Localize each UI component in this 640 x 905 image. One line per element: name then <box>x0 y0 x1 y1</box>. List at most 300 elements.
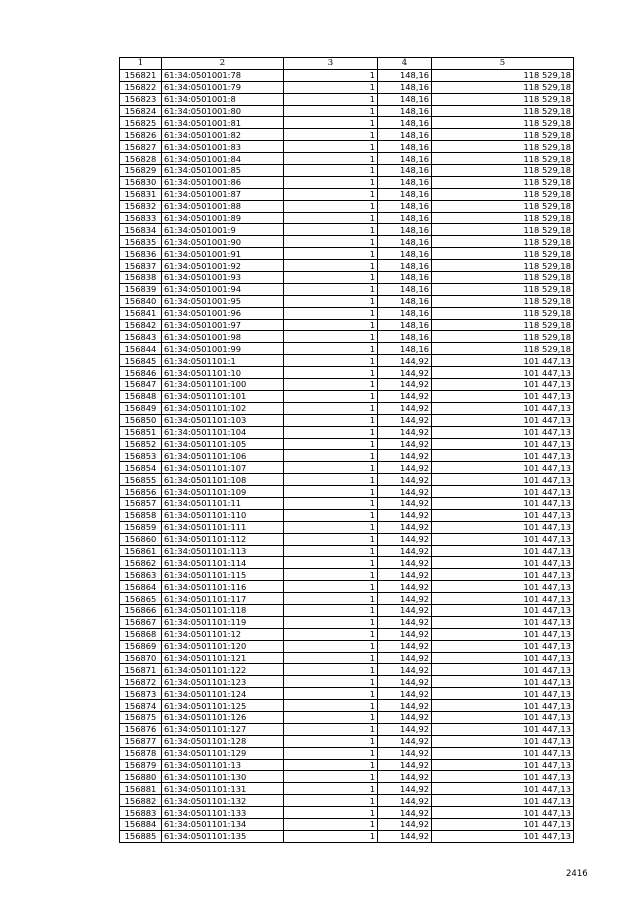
row-number-cell: 156866 <box>120 604 162 616</box>
area-cell: 144,92 <box>378 533 432 545</box>
row-number-cell: 156867 <box>120 616 162 628</box>
value-cell: 101 447,13 <box>432 390 574 402</box>
value-cell: 118 529,18 <box>432 81 574 93</box>
count-cell: 1 <box>284 747 378 759</box>
row-number-cell: 156852 <box>120 438 162 450</box>
value-cell: 101 447,13 <box>432 474 574 486</box>
table-row <box>120 93 574 105</box>
area-cell: 144,92 <box>378 462 432 474</box>
count-cell: 1 <box>284 759 378 771</box>
value-cell: 101 447,13 <box>432 581 574 593</box>
cadastral-number-cell: 61:34:0501101:12 <box>162 628 284 640</box>
row-number-cell: 156823 <box>120 93 162 105</box>
value-cell: 118 529,18 <box>432 331 574 343</box>
cadastral-number-cell: 61:34:0501001:81 <box>162 117 284 129</box>
row-number-cell: 156848 <box>120 390 162 402</box>
value-cell: 101 447,13 <box>432 367 574 379</box>
table-row <box>120 604 574 616</box>
count-cell: 1 <box>284 569 378 581</box>
value-cell: 118 529,18 <box>432 272 574 284</box>
count-cell: 1 <box>284 616 378 628</box>
cadastral-number-cell: 61:34:0501101:115 <box>162 569 284 581</box>
area-cell: 148,16 <box>378 188 432 200</box>
count-cell: 1 <box>284 676 378 688</box>
cadastral-number-cell: 61:34:0501101:133 <box>162 807 284 819</box>
table-row <box>120 807 574 819</box>
row-number-cell: 156871 <box>120 664 162 676</box>
value-cell: 101 447,13 <box>432 426 574 438</box>
row-number-cell: 156847 <box>120 379 162 391</box>
row-number-cell: 156865 <box>120 593 162 605</box>
area-cell: 144,92 <box>378 545 432 557</box>
row-number-cell: 156829 <box>120 165 162 177</box>
table-row <box>120 200 574 212</box>
value-cell: 118 529,18 <box>432 69 574 81</box>
value-cell: 101 447,13 <box>432 497 574 509</box>
cadastral-number-cell: 61:34:0501001:8 <box>162 93 284 105</box>
value-cell: 101 447,13 <box>432 486 574 498</box>
area-cell: 148,16 <box>378 176 432 188</box>
area-cell: 144,92 <box>378 711 432 723</box>
area-cell: 144,92 <box>378 569 432 581</box>
cadastral-number-cell: 61:34:0501001:88 <box>162 200 284 212</box>
table-row <box>120 153 574 165</box>
cadastral-number-cell: 61:34:0501001:94 <box>162 283 284 295</box>
row-number-cell: 156831 <box>120 188 162 200</box>
table-row <box>120 295 574 307</box>
area-cell: 144,92 <box>378 604 432 616</box>
table-row <box>120 236 574 248</box>
cadastral-number-cell: 61:34:0501001:78 <box>162 69 284 81</box>
area-cell: 144,92 <box>378 628 432 640</box>
area-cell: 148,16 <box>378 129 432 141</box>
row-number-cell: 156832 <box>120 200 162 212</box>
count-cell: 1 <box>284 105 378 117</box>
table-row <box>120 224 574 236</box>
area-cell: 144,92 <box>378 450 432 462</box>
count-cell: 1 <box>284 129 378 141</box>
count-cell: 1 <box>284 628 378 640</box>
value-cell: 118 529,18 <box>432 295 574 307</box>
area-cell: 144,92 <box>378 747 432 759</box>
area-cell: 148,16 <box>378 165 432 177</box>
table-row <box>120 379 574 391</box>
cadastral-number-cell: 61:34:0501001:92 <box>162 260 284 272</box>
area-cell: 148,16 <box>378 260 432 272</box>
value-cell: 101 447,13 <box>432 640 574 652</box>
row-number-cell: 156824 <box>120 105 162 117</box>
table-row <box>120 414 574 426</box>
row-number-cell: 156873 <box>120 688 162 700</box>
row-number-cell: 156860 <box>120 533 162 545</box>
area-cell: 144,92 <box>378 593 432 605</box>
value-cell: 101 447,13 <box>432 711 574 723</box>
area-cell: 148,16 <box>378 248 432 260</box>
row-number-cell: 156830 <box>120 176 162 188</box>
area-cell: 148,16 <box>378 224 432 236</box>
cadastral-number-cell: 61:34:0501001:84 <box>162 153 284 165</box>
row-number-cell: 156880 <box>120 771 162 783</box>
row-number-cell: 156868 <box>120 628 162 640</box>
row-number-cell: 156822 <box>120 81 162 93</box>
row-number-cell: 156843 <box>120 331 162 343</box>
count-cell: 1 <box>284 521 378 533</box>
cadastral-number-cell: 61:34:0501101:124 <box>162 688 284 700</box>
count-cell: 1 <box>284 319 378 331</box>
row-number-cell: 156879 <box>120 759 162 771</box>
header-cell-3: 3 <box>284 58 378 70</box>
count-cell: 1 <box>284 426 378 438</box>
area-cell: 144,92 <box>378 652 432 664</box>
area-cell: 148,16 <box>378 295 432 307</box>
count-cell: 1 <box>284 819 378 831</box>
value-cell: 118 529,18 <box>432 105 574 117</box>
table-row <box>120 509 574 521</box>
cadastral-number-cell: 61:34:0501101:112 <box>162 533 284 545</box>
value-cell: 101 447,13 <box>432 783 574 795</box>
count-cell: 1 <box>284 69 378 81</box>
cadastral-number-cell: 61:34:0501101:119 <box>162 616 284 628</box>
cadastral-number-cell: 61:34:0501101:120 <box>162 640 284 652</box>
row-number-cell: 156849 <box>120 402 162 414</box>
table-row <box>120 581 574 593</box>
value-cell: 118 529,18 <box>432 165 574 177</box>
row-number-cell: 156874 <box>120 700 162 712</box>
count-cell: 1 <box>284 652 378 664</box>
count-cell: 1 <box>284 236 378 248</box>
count-cell: 1 <box>284 283 378 295</box>
count-cell: 1 <box>284 700 378 712</box>
cadastral-number-cell: 61:34:0501101:123 <box>162 676 284 688</box>
count-cell: 1 <box>284 260 378 272</box>
header-cell-1: 1 <box>120 58 162 70</box>
count-cell: 1 <box>284 248 378 260</box>
count-cell: 1 <box>284 93 378 105</box>
row-number-cell: 156842 <box>120 319 162 331</box>
cadastral-number-cell: 61:34:0501101:135 <box>162 830 284 842</box>
area-cell: 144,92 <box>378 581 432 593</box>
table-row <box>120 105 574 117</box>
header-cell-2: 2 <box>162 58 284 70</box>
table-row <box>120 355 574 367</box>
value-cell: 118 529,18 <box>432 319 574 331</box>
cadastral-number-cell: 61:34:0501001:96 <box>162 307 284 319</box>
table-row <box>120 81 574 93</box>
count-cell: 1 <box>284 176 378 188</box>
value-cell: 101 447,13 <box>432 830 574 842</box>
table-row <box>120 545 574 557</box>
area-cell: 144,92 <box>378 426 432 438</box>
value-cell: 101 447,13 <box>432 652 574 664</box>
value-cell: 101 447,13 <box>432 676 574 688</box>
area-cell: 144,92 <box>378 367 432 379</box>
value-cell: 118 529,18 <box>432 93 574 105</box>
table-row <box>120 557 574 569</box>
count-cell: 1 <box>284 807 378 819</box>
value-cell: 118 529,18 <box>432 224 574 236</box>
area-cell: 148,16 <box>378 272 432 284</box>
area-cell: 144,92 <box>378 474 432 486</box>
cadastral-number-cell: 61:34:0501101:128 <box>162 735 284 747</box>
row-number-cell: 156872 <box>120 676 162 688</box>
count-cell: 1 <box>284 604 378 616</box>
table-row <box>120 616 574 628</box>
table-row <box>120 676 574 688</box>
header-cell-5: 5 <box>432 58 574 70</box>
value-cell: 101 447,13 <box>432 616 574 628</box>
cadastral-number-cell: 61:34:0501001:79 <box>162 81 284 93</box>
value-cell: 101 447,13 <box>432 355 574 367</box>
value-cell: 101 447,13 <box>432 557 574 569</box>
row-number-cell: 156881 <box>120 783 162 795</box>
area-cell: 144,92 <box>378 355 432 367</box>
count-cell: 1 <box>284 450 378 462</box>
count-cell: 1 <box>284 462 378 474</box>
row-number-cell: 156853 <box>120 450 162 462</box>
row-number-cell: 156861 <box>120 545 162 557</box>
cadastral-number-cell: 61:34:0501101:121 <box>162 652 284 664</box>
row-number-cell: 156850 <box>120 414 162 426</box>
area-cell: 144,92 <box>378 438 432 450</box>
count-cell: 1 <box>284 581 378 593</box>
cadastral-number-cell: 61:34:0501101:101 <box>162 390 284 402</box>
cadastral-number-cell: 61:34:0501101:1 <box>162 355 284 367</box>
cadastral-number-cell: 61:34:0501101:127 <box>162 723 284 735</box>
cadastral-number-cell: 61:34:0501101:125 <box>162 700 284 712</box>
cadastral-number-cell: 61:34:0501101:107 <box>162 462 284 474</box>
table-row <box>120 165 574 177</box>
value-cell: 101 447,13 <box>432 379 574 391</box>
cadastral-number-cell: 61:34:0501001:98 <box>162 331 284 343</box>
count-cell: 1 <box>284 486 378 498</box>
table-row <box>120 783 574 795</box>
area-cell: 148,16 <box>378 105 432 117</box>
count-cell: 1 <box>284 771 378 783</box>
cadastral-number-cell: 61:34:0501101:118 <box>162 604 284 616</box>
table-row <box>120 771 574 783</box>
row-number-cell: 156851 <box>120 426 162 438</box>
row-number-cell: 156883 <box>120 807 162 819</box>
count-cell: 1 <box>284 557 378 569</box>
area-cell: 144,92 <box>378 783 432 795</box>
count-cell: 1 <box>284 212 378 224</box>
cadastral-number-cell: 61:34:0501001:85 <box>162 165 284 177</box>
cadastral-number-cell: 61:34:0501101:134 <box>162 819 284 831</box>
row-number-cell: 156875 <box>120 711 162 723</box>
value-cell: 101 447,13 <box>432 664 574 676</box>
row-number-cell: 156870 <box>120 652 162 664</box>
row-number-cell: 156884 <box>120 819 162 831</box>
area-cell: 144,92 <box>378 616 432 628</box>
table-row <box>120 390 574 402</box>
count-cell: 1 <box>284 497 378 509</box>
data-table <box>119 57 574 843</box>
row-number-cell: 156854 <box>120 462 162 474</box>
row-number-cell: 156838 <box>120 272 162 284</box>
row-number-cell: 156826 <box>120 129 162 141</box>
area-cell: 144,92 <box>378 700 432 712</box>
row-number-cell: 156836 <box>120 248 162 260</box>
value-cell: 101 447,13 <box>432 569 574 581</box>
page-number: 2416 <box>566 869 588 879</box>
cadastral-number-cell: 61:34:0501001:91 <box>162 248 284 260</box>
table-row <box>120 438 574 450</box>
cadastral-number-cell: 61:34:0501001:86 <box>162 176 284 188</box>
count-cell: 1 <box>284 117 378 129</box>
table-row <box>120 176 574 188</box>
cadastral-number-cell: 61:34:0501101:106 <box>162 450 284 462</box>
header-row <box>120 58 574 70</box>
table-row <box>120 426 574 438</box>
cadastral-number-cell: 61:34:0501101:132 <box>162 795 284 807</box>
area-cell: 144,92 <box>378 735 432 747</box>
area-cell: 144,92 <box>378 759 432 771</box>
count-cell: 1 <box>284 509 378 521</box>
table-row <box>120 450 574 462</box>
count-cell: 1 <box>284 664 378 676</box>
table-row <box>120 331 574 343</box>
table-row <box>120 759 574 771</box>
cadastral-number-cell: 61:34:0501001:9 <box>162 224 284 236</box>
area-cell: 144,92 <box>378 688 432 700</box>
area-cell: 144,92 <box>378 819 432 831</box>
table-row <box>120 367 574 379</box>
table-row <box>120 628 574 640</box>
area-cell: 144,92 <box>378 830 432 842</box>
table-body <box>120 58 574 843</box>
table-row <box>120 486 574 498</box>
table-row <box>120 700 574 712</box>
row-number-cell: 156876 <box>120 723 162 735</box>
table-row <box>120 117 574 129</box>
count-cell: 1 <box>284 272 378 284</box>
value-cell: 118 529,18 <box>432 188 574 200</box>
count-cell: 1 <box>284 533 378 545</box>
value-cell: 118 529,18 <box>432 117 574 129</box>
table-row <box>120 272 574 284</box>
table-row <box>120 533 574 545</box>
cadastral-number-cell: 61:34:0501001:97 <box>162 319 284 331</box>
row-number-cell: 156835 <box>120 236 162 248</box>
count-cell: 1 <box>284 307 378 319</box>
area-cell: 148,16 <box>378 236 432 248</box>
count-cell: 1 <box>284 640 378 652</box>
table-row <box>120 212 574 224</box>
table-row <box>120 652 574 664</box>
area-cell: 148,16 <box>378 93 432 105</box>
count-cell: 1 <box>284 343 378 355</box>
value-cell: 101 447,13 <box>432 795 574 807</box>
row-number-cell: 156827 <box>120 141 162 153</box>
area-cell: 144,92 <box>378 640 432 652</box>
cadastral-number-cell: 61:34:0501101:11 <box>162 497 284 509</box>
table-row <box>120 735 574 747</box>
area-cell: 148,16 <box>378 153 432 165</box>
row-number-cell: 156837 <box>120 260 162 272</box>
cadastral-number-cell: 61:34:0501101:126 <box>162 711 284 723</box>
table-row <box>120 69 574 81</box>
area-cell: 148,16 <box>378 200 432 212</box>
row-number-cell: 156857 <box>120 497 162 509</box>
count-cell: 1 <box>284 141 378 153</box>
count-cell: 1 <box>284 795 378 807</box>
count-cell: 1 <box>284 688 378 700</box>
area-cell: 144,92 <box>378 807 432 819</box>
value-cell: 101 447,13 <box>432 759 574 771</box>
area-cell: 144,92 <box>378 664 432 676</box>
row-number-cell: 156864 <box>120 581 162 593</box>
value-cell: 101 447,13 <box>432 771 574 783</box>
area-cell: 144,92 <box>378 521 432 533</box>
cadastral-number-cell: 61:34:0501101:130 <box>162 771 284 783</box>
value-cell: 118 529,18 <box>432 283 574 295</box>
value-cell: 118 529,18 <box>432 212 574 224</box>
row-number-cell: 156878 <box>120 747 162 759</box>
table-row <box>120 664 574 676</box>
area-cell: 148,16 <box>378 69 432 81</box>
area-cell: 144,92 <box>378 486 432 498</box>
value-cell: 118 529,18 <box>432 176 574 188</box>
count-cell: 1 <box>284 379 378 391</box>
cadastral-number-cell: 61:34:0501101:129 <box>162 747 284 759</box>
count-cell: 1 <box>284 224 378 236</box>
area-cell: 144,92 <box>378 509 432 521</box>
table-row <box>120 319 574 331</box>
value-cell: 101 447,13 <box>432 593 574 605</box>
area-cell: 148,16 <box>378 343 432 355</box>
row-number-cell: 156840 <box>120 295 162 307</box>
row-number-cell: 156858 <box>120 509 162 521</box>
table-row <box>120 307 574 319</box>
value-cell: 101 447,13 <box>432 735 574 747</box>
cadastral-number-cell: 61:34:0501001:95 <box>162 295 284 307</box>
row-number-cell: 156846 <box>120 367 162 379</box>
area-cell: 144,92 <box>378 795 432 807</box>
cadastral-number-cell: 61:34:0501101:102 <box>162 402 284 414</box>
cadastral-number-cell: 61:34:0501101:111 <box>162 521 284 533</box>
row-number-cell: 156825 <box>120 117 162 129</box>
area-cell: 144,92 <box>378 497 432 509</box>
value-cell: 101 447,13 <box>432 533 574 545</box>
cadastral-number-cell: 61:34:0501101:103 <box>162 414 284 426</box>
cadastral-number-cell: 61:34:0501101:13 <box>162 759 284 771</box>
cadastral-number-cell: 61:34:0501101:116 <box>162 581 284 593</box>
cadastral-number-cell: 61:34:0501101:117 <box>162 593 284 605</box>
count-cell: 1 <box>284 735 378 747</box>
cadastral-number-cell: 61:34:0501001:87 <box>162 188 284 200</box>
table-row <box>120 830 574 842</box>
area-cell: 144,92 <box>378 402 432 414</box>
row-number-cell: 156841 <box>120 307 162 319</box>
value-cell: 101 447,13 <box>432 747 574 759</box>
cadastral-number-cell: 61:34:0501101:113 <box>162 545 284 557</box>
cadastral-number-cell: 61:34:0501001:89 <box>162 212 284 224</box>
count-cell: 1 <box>284 165 378 177</box>
table-row <box>120 795 574 807</box>
count-cell: 1 <box>284 331 378 343</box>
row-number-cell: 156869 <box>120 640 162 652</box>
table-row <box>120 343 574 355</box>
cadastral-number-cell: 61:34:0501001:99 <box>162 343 284 355</box>
cadastral-number-cell: 61:34:0501101:110 <box>162 509 284 521</box>
value-cell: 101 447,13 <box>432 402 574 414</box>
table-row <box>120 711 574 723</box>
table-row <box>120 593 574 605</box>
count-cell: 1 <box>284 402 378 414</box>
area-cell: 144,92 <box>378 379 432 391</box>
cadastral-number-cell: 61:34:0501001:83 <box>162 141 284 153</box>
value-cell: 118 529,18 <box>432 153 574 165</box>
